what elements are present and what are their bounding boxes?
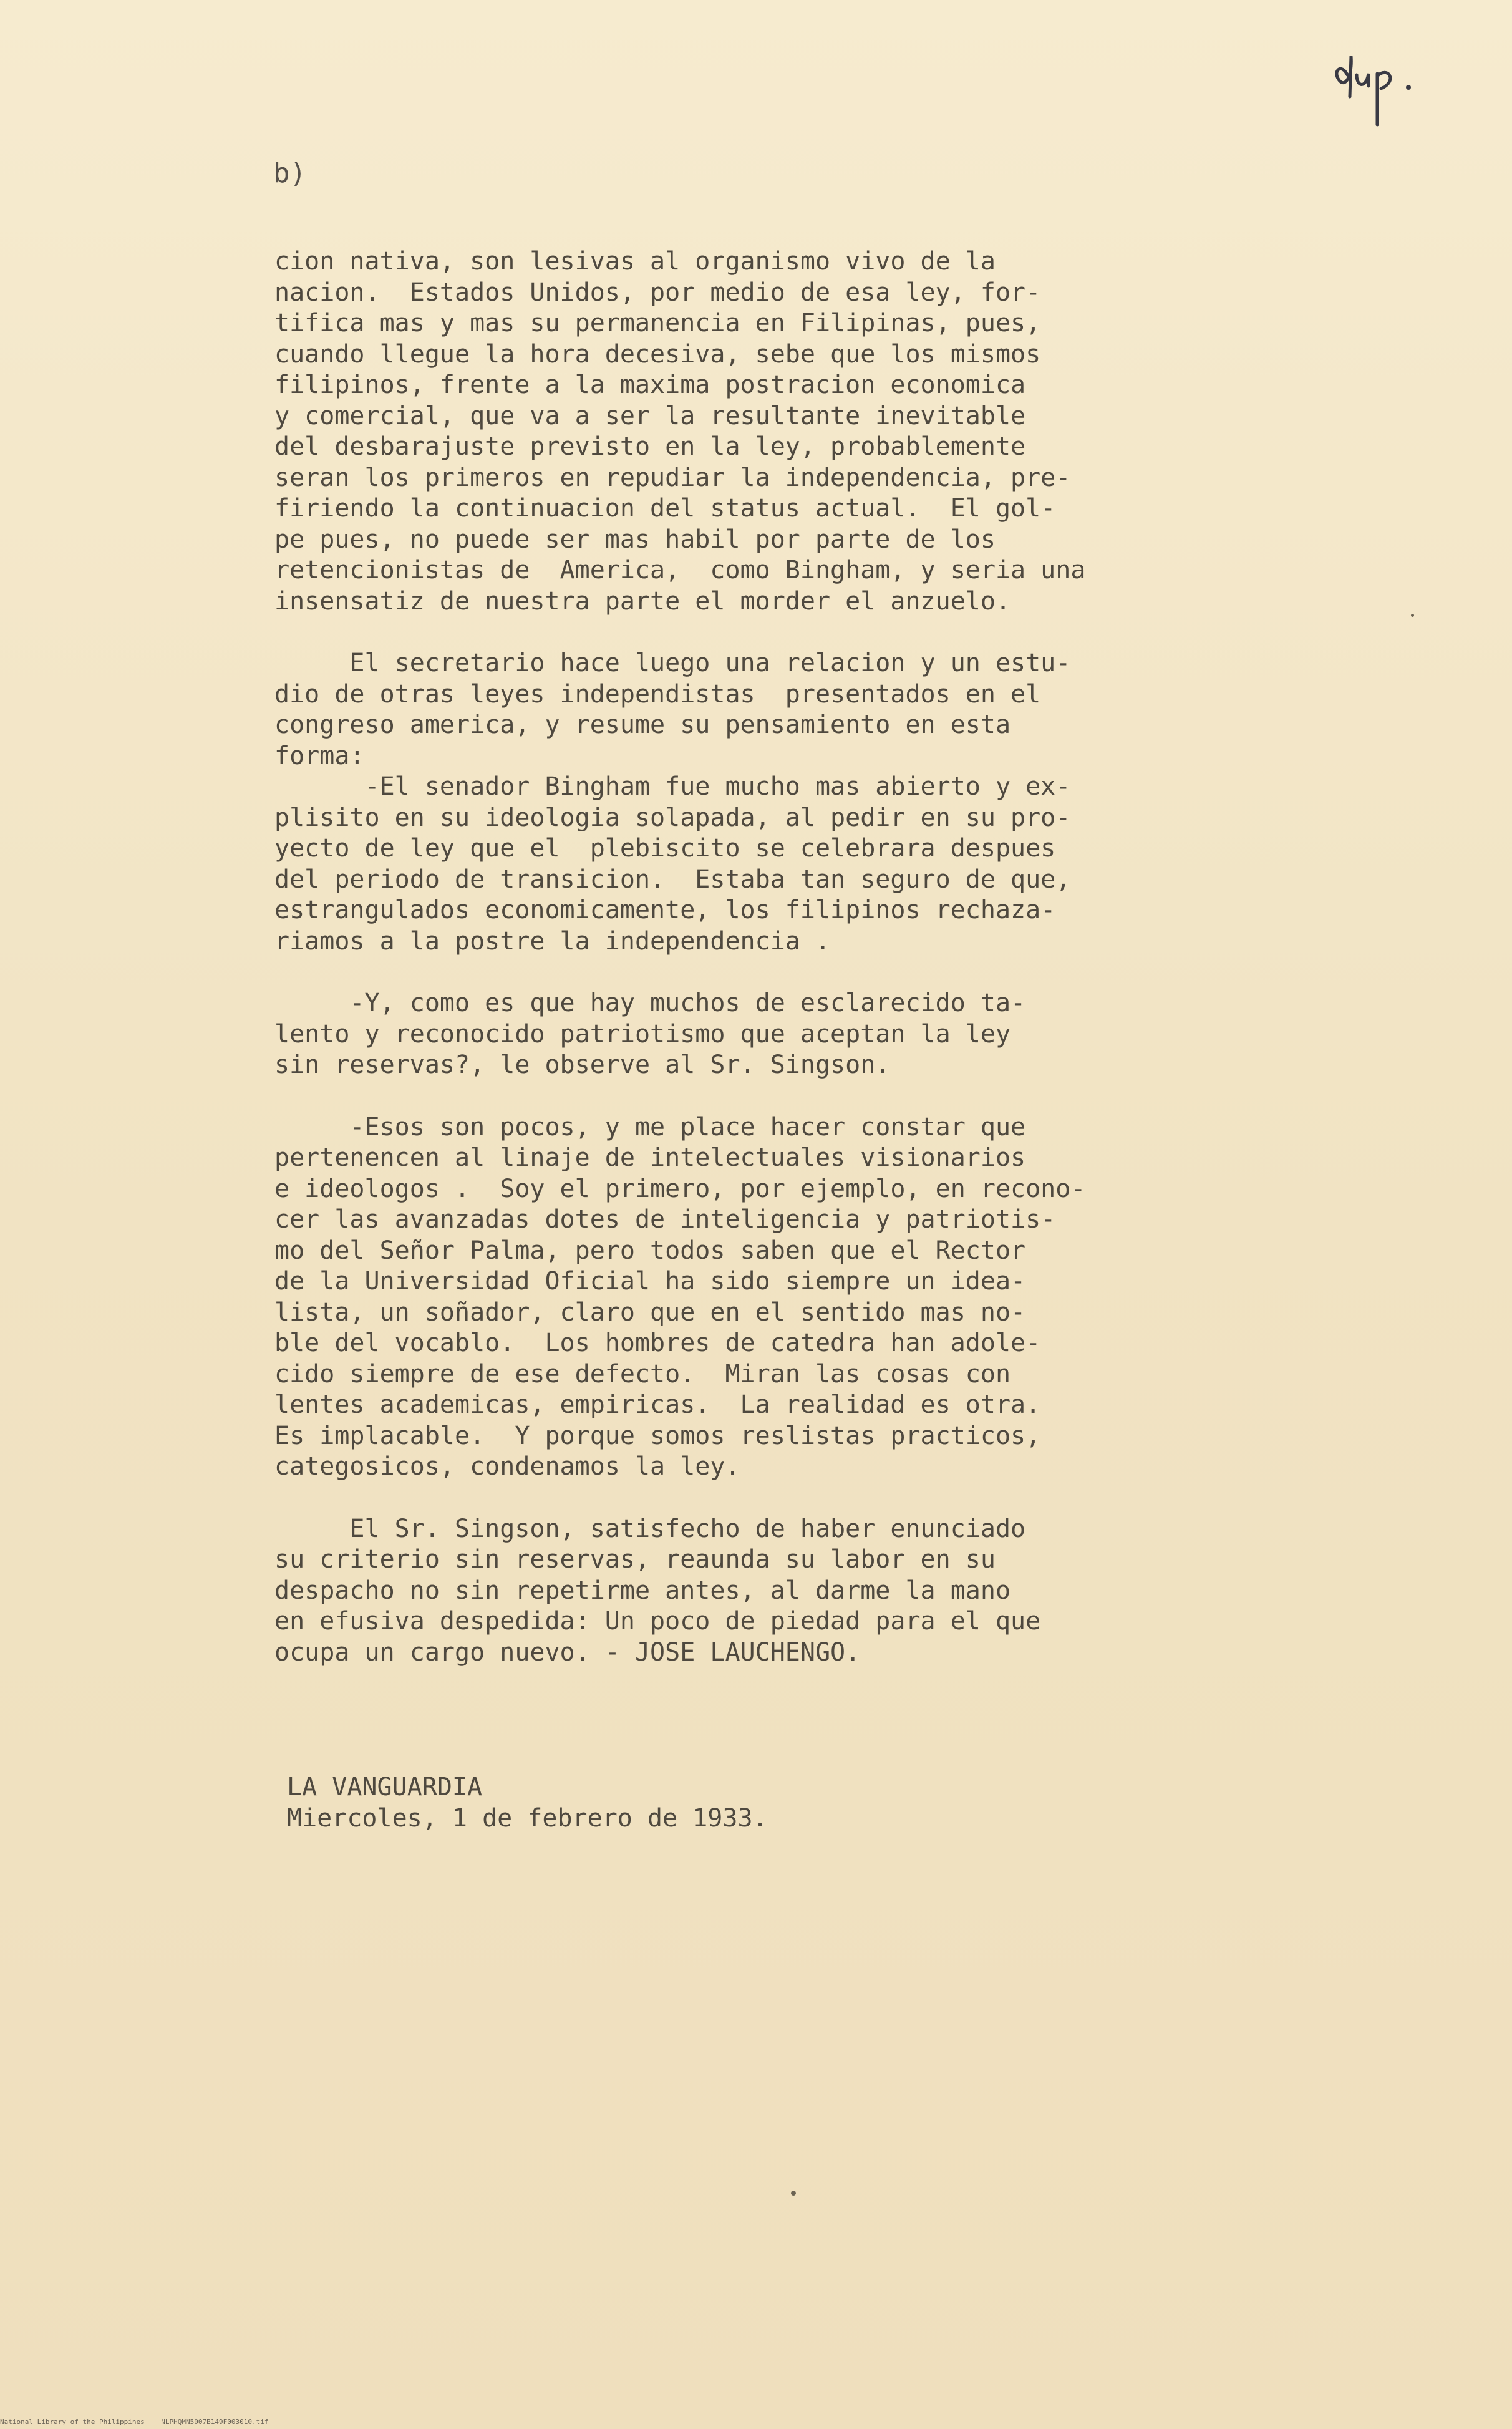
text-line: dio de otras leyes independistas presentados en el [274, 679, 1041, 709]
text-line: retencionistas de America, como Bingham, y seria una [274, 556, 1086, 584]
publication-info [287, 1772, 768, 1834]
paper-speck [1411, 614, 1414, 617]
newspaper-name: LA VANGUARDIA [287, 1773, 483, 1801]
text-line: congreso america, y resume su pensamiento en esta [274, 710, 1011, 739]
text-line: tifica mas y mas su permanencia en Filipinas, pues, [274, 309, 1041, 337]
text-line: -El senador Bingham fue mucho mas abierto y ex- [274, 772, 1071, 801]
archive-footer: National Library of the Philippines NLPHQMN5007B149F003010.tif [0, 2418, 269, 2426]
text-line: cer las avanzadas dotes de inteligencia y patriotis- [274, 1205, 1056, 1234]
text-line: riamos a la postre la independencia . [274, 926, 831, 956]
paragraph [274, 1514, 1148, 1669]
text-line: lento y reconocido patriotismo que aceptan la ley [274, 1019, 1011, 1049]
text-line: -Esos son pocos, y me place hacer constar que [274, 1112, 1026, 1142]
text-line: nacion. Estados Unidos, por medio de esa ley, for- [274, 278, 1041, 307]
paragraph-gap [274, 617, 1148, 648]
handwritten-annotation-drawing [1329, 37, 1428, 131]
text-line: ble del vocablo. Los hombres de catedra han adole- [274, 1329, 1041, 1357]
text-line: en efusiva despedida: Un poco de piedad para el que [274, 1607, 1041, 1636]
text-line: El Sr. Singson, satisfecho de haber enunciado [274, 1514, 1026, 1543]
text-line: forma: [274, 741, 365, 770]
section-marker: b) [273, 157, 306, 189]
text-line: despacho no sin repetirme antes, al darme la mano [274, 1576, 1011, 1605]
text-line: lista, un soñador, claro que en el sentido mas no- [274, 1297, 1026, 1327]
text-line: y comercial, que va a ser la resultante inevitable [274, 401, 1026, 430]
article-body [274, 246, 1148, 1668]
text-line: El secretario hace luego una relacion y un estu- [274, 649, 1071, 677]
text-line: ocupa un cargo nuevo. - JOSE LAUCHENGO. [274, 1637, 861, 1667]
paragraph-gap [274, 1081, 1148, 1112]
publication-date: Miercoles, 1 de febrero de 1933. [287, 1804, 768, 1833]
text-line: cion nativa, son lesivas al organismo vivo de la [274, 247, 996, 276]
text-line: lentes academicas, empiricas. La realidad es otra. [274, 1390, 1041, 1419]
paragraph [274, 246, 1148, 617]
paper-speck [791, 2191, 796, 2196]
text-line: Es implacable. Y porque somos reslistas practicos, [274, 1421, 1041, 1450]
text-line: e ideologos . Soy el primero, por ejemplo, en recono- [274, 1174, 1086, 1203]
text-line: -Y, como es que hay muchos de esclarecido ta- [274, 989, 1026, 1017]
text-line: cido siempre de ese defecto. Miran las cosas con [274, 1359, 1011, 1389]
text-line: sin reservas?, le observe al Sr. Singson. [274, 1050, 891, 1079]
text-line: estrangulados economicamente, los filipinos rechaza- [274, 896, 1056, 924]
text-line: firiendo la continuacion del status actual. El gol- [274, 494, 1056, 523]
text-line: cuando llegue la hora decesiva, sebe que los mismos [274, 339, 1041, 369]
text-line: insensatiz de nuestra parte el morder el anzuelo. [274, 586, 1011, 616]
paragraph-gap [274, 957, 1148, 988]
text-line: plisito en su ideologia solapada, al pedir en su pro- [274, 803, 1071, 832]
paragraph-gap [274, 1483, 1148, 1514]
text-line: de la Universidad Oficial ha sido siempre un idea- [274, 1267, 1026, 1296]
text-line: mo del Señor Palma, pero todos saben que el Rector [274, 1236, 1026, 1265]
paragraph [274, 1112, 1148, 1483]
text-line: filipinos, frente a la maxima postracion economica [274, 371, 1026, 399]
text-line: categosicos, condenamos la ley. [274, 1452, 740, 1481]
text-line: del desbarajuste previsto en la ley, probablemente [274, 432, 1026, 461]
text-line: su criterio sin reservas, reaunda su labor en su [274, 1545, 996, 1574]
text-line: pertenencen al linaje de intelectuales visionarios [274, 1143, 1026, 1172]
paragraph [274, 648, 1148, 957]
handwritten-annotation [1329, 37, 1428, 131]
text-line: seran los primeros en repudiar la independencia, pre- [274, 463, 1071, 492]
paragraph [274, 988, 1148, 1081]
text-line: del periodo de transicion. Estaba tan seguro de que, [274, 865, 1071, 894]
text-line: pe pues, no puede ser mas habil por parte de los [274, 525, 996, 554]
text-line: yecto de ley que el plebiscito se celebrara despues [274, 834, 1056, 863]
